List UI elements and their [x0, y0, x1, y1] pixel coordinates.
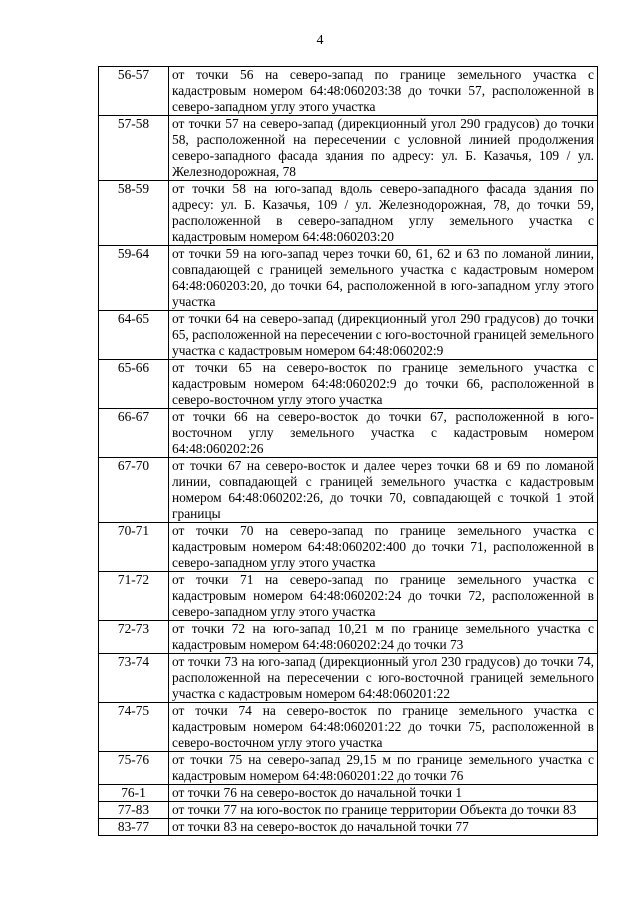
table-row — [99, 785, 598, 802]
segment-cell: 74-75 — [99, 703, 169, 752]
table-row — [99, 116, 598, 181]
table-row — [99, 181, 598, 246]
boundary-description-table — [98, 66, 598, 836]
description-cell: от точки 72 на юго-запад 10,21 м по границе земельного участка с кадастровым номером 64:48:060202:24 до точки 73 — [169, 621, 598, 654]
segment-cell: 65-66 — [99, 360, 169, 409]
segment-cell: 71-72 — [99, 572, 169, 621]
segment-cell: 58-59 — [99, 181, 169, 246]
segment-cell: 57-58 — [99, 116, 169, 181]
table-row — [99, 523, 598, 572]
segment-cell: 76-1 — [99, 785, 169, 802]
description-cell: от точки 56 на северо-запад по границе земельного участка с кадастровым номером 64:48:060203:38 до точки 57, расположенной в северо-западном углу этого участка — [169, 67, 598, 116]
description-cell: от точки 67 на северо-восток и далее через точки 68 и 69 по ломаной линии, совпадающей с границей земельного участка с кадастровым номером 64:48:060202:26, до точки 70, совпадающей с точкой 1 этой границы — [169, 458, 598, 523]
segment-cell: 70-71 — [99, 523, 169, 572]
description-cell: от точки 77 на юго-восток по границе территории Объекта до точки 83 — [169, 802, 598, 819]
description-cell: от точки 59 на юго-запад через точки 60, 61, 62 и 63 по ломаной линии, совпадающей с границей земельного участка с кадастровым номером 64:48:060203:20, до точки 64, расположенной в юго-западном углу этого участка — [169, 246, 598, 311]
segment-cell: 56-57 — [99, 67, 169, 116]
segment-cell: 66-67 — [99, 409, 169, 458]
table-row — [99, 246, 598, 311]
table-row — [99, 458, 598, 523]
table-row — [99, 67, 598, 116]
description-cell: от точки 73 на юго-запад (дирекционный угол 230 градусов) до точки 74, расположенной на пересечении с юго-восточной границей земельного участка с кадастровым номером 64:48:060201:22 — [169, 654, 598, 703]
description-cell: от точки 76 на северо-восток до начальной точки 1 — [169, 785, 598, 802]
segment-cell: 83-77 — [99, 819, 169, 836]
table-row — [99, 819, 598, 836]
description-cell: от точки 75 на северо-запад 29,15 м по границе земельного участка с кадастровым номером 64:48:060201:22 до точки 76 — [169, 752, 598, 785]
table-row — [99, 802, 598, 819]
table-body — [99, 67, 598, 836]
segment-cell: 72-73 — [99, 621, 169, 654]
table-row — [99, 409, 598, 458]
segment-cell: 75-76 — [99, 752, 169, 785]
segment-cell: 77-83 — [99, 802, 169, 819]
table-row — [99, 752, 598, 785]
table-row — [99, 311, 598, 360]
table-row — [99, 572, 598, 621]
description-cell: от точки 65 на северо-восток по границе земельного участка с кадастровым номером 64:48:060202:9 до точки 66, расположенной в северо-восточном углу этого участка — [169, 360, 598, 409]
segment-cell: 67-70 — [99, 458, 169, 523]
description-cell: от точки 70 на северо-запад по границе земельного участка с кадастровым номером 64:48:060202:400 до точки 71, расположенной в северо-западном углу этого участка — [169, 523, 598, 572]
page-number: 4 — [316, 33, 324, 48]
segment-cell: 73-74 — [99, 654, 169, 703]
description-cell: от точки 64 на северо-запад (дирекционный угол 290 градусов) до точки 65, расположенной на пересечении с юго-восточной границей земельного участка с кадастровым номером 64:48:060202:9 — [169, 311, 598, 360]
description-cell: от точки 83 на северо-восток до начальной точки 77 — [169, 819, 598, 836]
description-cell: от точки 74 на северо-восток по границе земельного участка с кадастровым номером 64:48:060201:22 до точки 75, расположенной в северо-восточном углу этого участка — [169, 703, 598, 752]
table-row — [99, 654, 598, 703]
segment-cell: 59-64 — [99, 246, 169, 311]
description-cell: от точки 71 на северо-запад по границе земельного участка с кадастровым номером 64:48:060202:24 до точки 72, расположенной в северо-западном углу этого участка — [169, 572, 598, 621]
table-row — [99, 621, 598, 654]
description-cell: от точки 66 на северо-восток до точки 67, расположенной в юго-восточном углу земельного участка с кадастровым номером 64:48:060202:26 — [169, 409, 598, 458]
segment-cell: 64-65 — [99, 311, 169, 360]
table-row — [99, 360, 598, 409]
table-row — [99, 703, 598, 752]
description-cell: от точки 58 на юго-запад вдоль северо-западного фасада здания по адресу: ул. Б. Казачья, 109 / ул. Железнодорожная, 78, до точки 59, расположенной в северо-западном углу земельного участка с кадастровым номером 64:48:060203:20 — [169, 181, 598, 246]
description-cell: от точки 57 на северо-запад (дирекционный угол 290 градусов) до точки 58, расположенной на пересечении с условной линией продолжения северо-западного фасада здания по адресу: ул. Б. Казачья, 109 / ул. Железнодорожная, 78 — [169, 116, 598, 181]
